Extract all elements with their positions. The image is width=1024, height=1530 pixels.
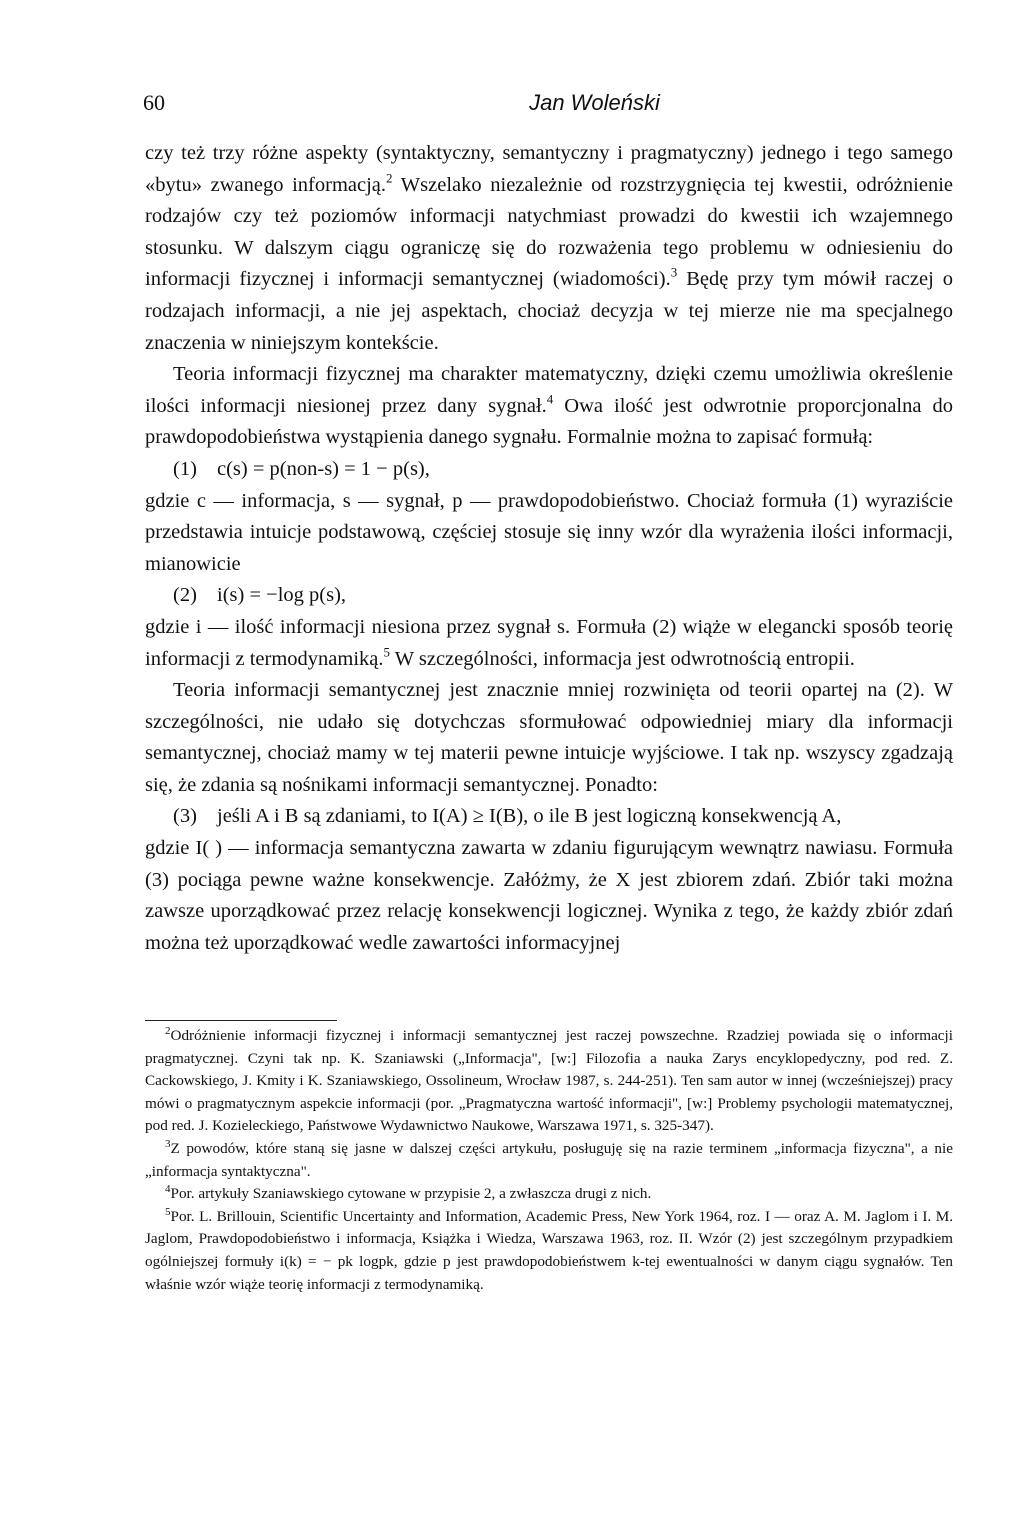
footnote: $^4$Por. artykuły Szaniawskiego cytowane w przypisie 2, a zwłaszcza drugi z nich. — [165, 1183, 652, 1203]
page-number: 60 — [143, 90, 165, 115]
footnote-ref: 2 — [386, 170, 393, 186]
paragraph: gdzie i — ilość informacji niesiona przez sygnał s. Formuła (2) wiąże w elegancki sposób teorię informacji z termodynamiką.$^5$ W szczególności, informacja jest odwrotnością entropii. — [145, 615, 953, 670]
footnote-ref: 3 — [670, 264, 678, 280]
page-header — [143, 82, 926, 122]
paragraph: Teoria informacji fizycznej ma charakter matematyczny, dzięki czemu umożliwia określenie ilości informacji niesionej przez dany sygnał.$^4$ Owa ilość jest odwrotnie proporcjonalna do prawdopodobieństwa wystąpienia danego sygnału. Formalnie można to zapisać formułą: — [145, 363, 953, 449]
paragraph: gdzie I( ) — informacja semantyczna zawarta w zdaniu figurującym wewnątrz nawiasu. Formuła (3) pociąga pewne ważne konsekwencje. Załóżmy, że X jest zbiorem zdań. Zbiór taki można zawsze uporządkować przez relację konsekwencji logicznej. Wynika z tego, że każdy zbiór zdań można też uporządkować wedle zawartości informacyjnej — [145, 837, 953, 954]
paragraph: Teoria informacji semantycznej jest znacznie mniej rozwinięta od teorii opartej na (2). W szczególności, nie udało się dotychczas sformułować odpowiedniej miary dla informacji semantycznej, chociaż mamy w tej materii pewne intuicje wyjściowe. I tak np. wszyscy zgadzają się, że zdania są nośnikami informacji semantycznej. Ponadto: — [145, 679, 953, 796]
footnote-ref: 5 — [383, 644, 391, 660]
footnote-mark: 2 — [165, 1024, 171, 1037]
formula-1 — [145, 454, 953, 486]
footnote-ref: 4 — [546, 391, 554, 407]
main-text — [145, 138, 953, 959]
formula-text: c(s) = p(non-s) = 1 − p(s), — [217, 457, 430, 480]
formula-2 — [145, 580, 953, 612]
running-head: Jan Woleński — [529, 90, 660, 115]
footnote-mark: 4 — [165, 1183, 171, 1196]
footnotes — [145, 1020, 953, 1296]
formula-text: jeśli A i B są zdaniami, to I(A) ≥ I(B), o ile B jest logiczną konsekwencją A, — [217, 805, 842, 828]
formula-number: (2) — [173, 584, 197, 607]
formula-3 — [145, 801, 953, 833]
paragraph: czy też trzy różne aspekty (syntaktyczny, semantyczny i pragmatyczny) jednego i tego samego «bytu» zwanego informacją.$^2$ Wszelako niezależnie od rozstrzygnięcia tej kwestii, odróżnienie rodzajów czy też poziomów informacji natychmiast prowadzi do kwestii ich wzajemnego stosunku. W dalszym ciągu ograniczę się do rozważenia tego problemu w odniesieniu do informacji fizycznej i informacji semantycznej (wiadomości).$^3$ Będę przy tym mówił raczej o rodzajach informacji, a nie jej aspektach, chociaż decyzja w tej mierze nie ma specjalnego znaczenia w niniejszym kontekście. — [145, 142, 953, 354]
formula-number: (1) — [173, 457, 197, 480]
footnote: $^2$Odróżnienie informacji fizycznej i informacji semantycznej jest raczej powszechne. Rzadziej powiada się o informacji pragmatycznej. Czyni tak np. K. Szaniawski („Informacja", [w:] Filozofia a nauka Zarys encyklopedyczny, pod red. Z. Cackowskiego, J. Kmity i K. Szaniawskiego, Ossolineum, Wrocław 1987, s. 244-251). Ten sam autor w innej (wcześniejszej) pracy mówi o pragmatycznym aspekcie informacji (por. „Pragmatyczna wartość informacji", [w:] Problemy psychologii matematycznej, pod red. J. Kozieleckiego, Państwowe Wydawnictwo Naukowe, Warszawa 1971, s. 325-347). — [145, 1024, 953, 1135]
formula-number: (3) — [173, 805, 197, 828]
footnote: $^5$Por. L. Brillouin, Scientific Uncertainty and Information, Academic Press, New York 1964, roz. I — oraz A. M. Jaglom i I. M. Jaglom, Prawdopodobieństwo i informacja, Książka i Wiedza, Warszawa 1963, roz. II. Wzór (2) jest szczególnym przypadkiem ogólniejszej formuły i(k) = − pk logpk, gdzie p jest prawdopodobieństwem k-tej ewentualności w danym ciągu sygnałów. Ten właśnie wzór wiąże teorię informacji z termodynamiką. — [145, 1205, 953, 1293]
footnote-mark: 3 — [165, 1137, 171, 1150]
formula-text: i(s) = −log p(s), — [217, 584, 347, 607]
footnote: $^3$Z powodów, które staną się jasne w dalszej części artykułu, posługuję się na razie terminem „informacja fizyczna", a nie „informacja syntaktyczna". — [145, 1137, 953, 1180]
paragraph: gdzie c — informacja, s — sygnał, p — prawdopodobieństwo. Chociaż formuła (1) wyraziście przedstawia intuicje podstawową, częściej stosuje się inny wzór dla wyrażenia ilości informacji, mianowicie — [145, 489, 953, 575]
footnote-mark: 5 — [165, 1205, 171, 1218]
footnote-rule — [145, 1020, 337, 1021]
